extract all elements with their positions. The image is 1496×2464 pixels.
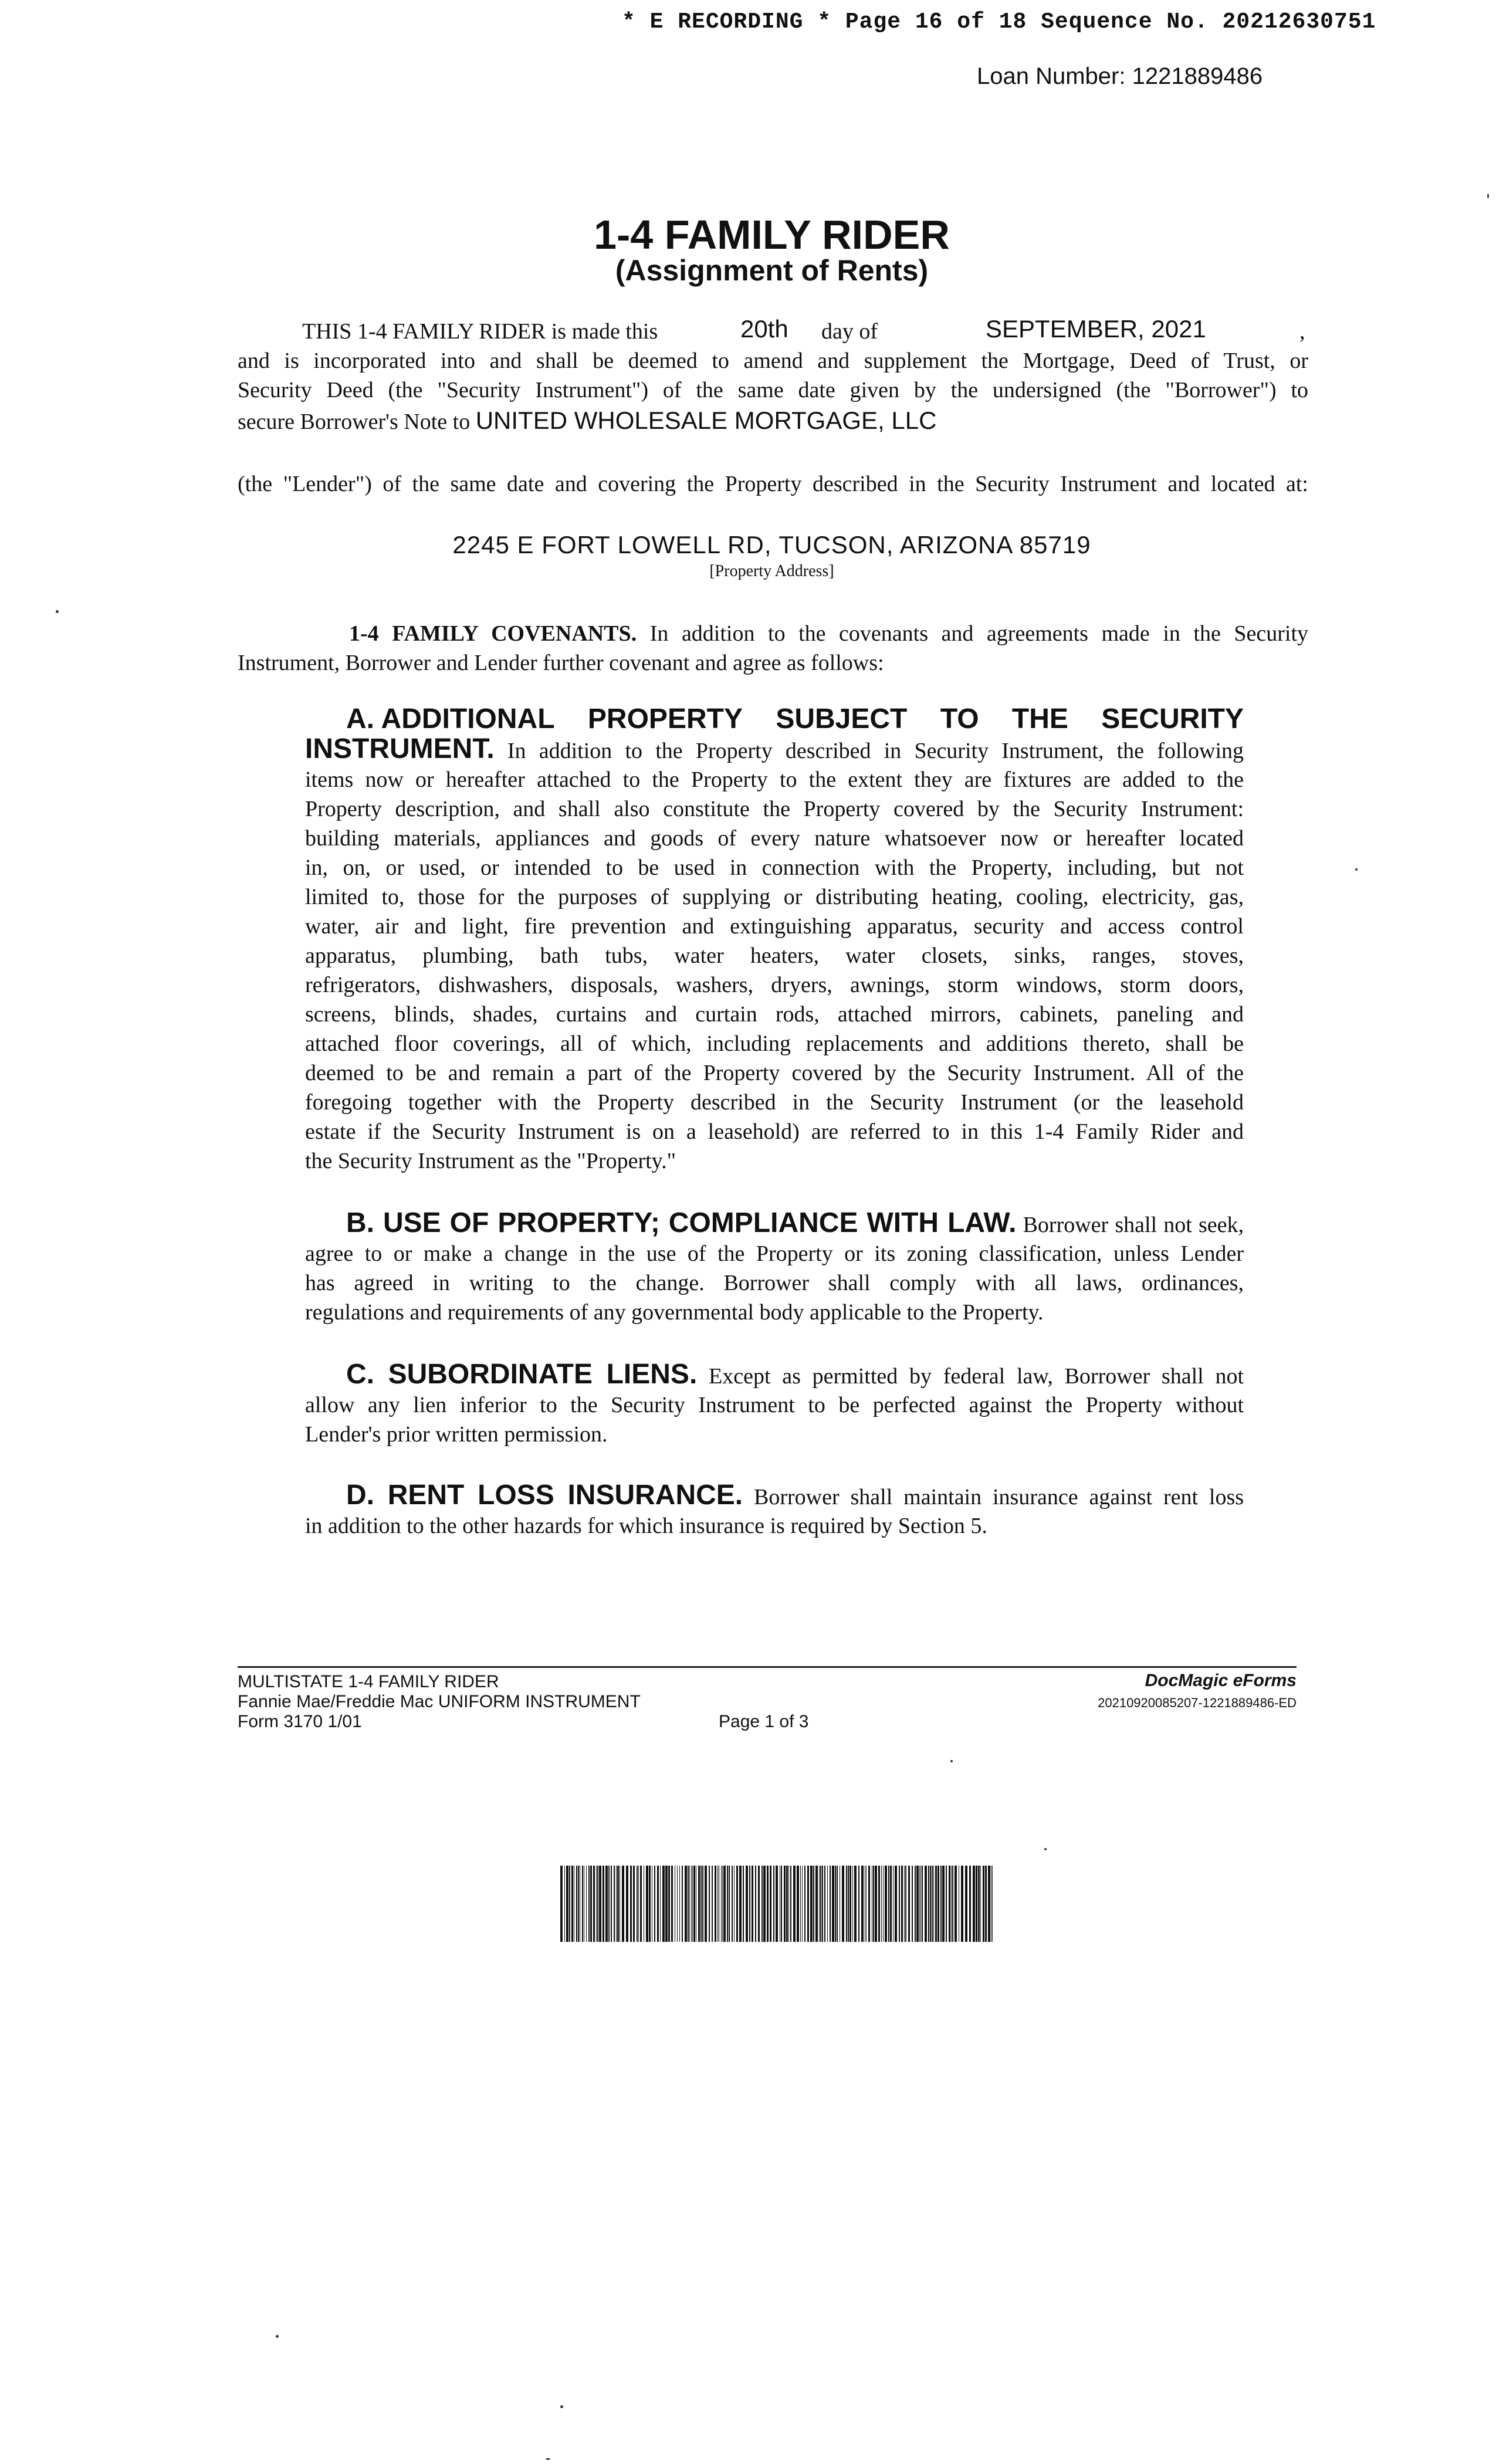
section-d-line-1 bbox=[346, 1481, 1244, 1512]
barcode-bar bbox=[576, 1866, 577, 1942]
barcode-bar bbox=[590, 1866, 592, 1942]
barcode-bar bbox=[599, 1866, 601, 1942]
barcode-bar bbox=[637, 1866, 638, 1942]
lender-name: UNITED WHOLESALE MORTGAGE, LLC bbox=[475, 407, 937, 434]
barcode-bar bbox=[786, 1866, 788, 1942]
section-c-heading: C. SUBORDINATE LIENS. bbox=[346, 1359, 698, 1390]
barcode-bar bbox=[852, 1866, 853, 1942]
barcode-bar bbox=[698, 1866, 700, 1942]
barcode-bar bbox=[743, 1866, 744, 1942]
barcode-bar bbox=[608, 1866, 610, 1942]
barcode-bar bbox=[617, 1866, 619, 1942]
barcode-bar bbox=[665, 1866, 668, 1942]
barcode-bar bbox=[566, 1866, 568, 1942]
barcode-bar bbox=[736, 1866, 738, 1942]
barcode-bar bbox=[842, 1866, 844, 1942]
barcode-bar bbox=[807, 1866, 809, 1942]
section-a-line: foregoing together with the Property described in the Security Instrument (or the leasehold bbox=[305, 1090, 1244, 1115]
covenants-line-1 bbox=[349, 619, 1308, 648]
barcode-bar bbox=[654, 1866, 655, 1942]
barcode-bar bbox=[633, 1866, 635, 1942]
barcode-bar bbox=[885, 1866, 887, 1942]
section-d-last-line: in addition to the other hazards for which insurance is required by Section 5. bbox=[305, 1514, 987, 1538]
barcode-bar bbox=[933, 1866, 934, 1942]
section-a-line: limited to, those for the purposes of supplying or distributing heating, cooling, electricity, gas, bbox=[305, 885, 1244, 909]
barcode-bar bbox=[582, 1866, 583, 1942]
barcode-bar bbox=[569, 1866, 570, 1942]
barcode-bar bbox=[732, 1866, 733, 1942]
barcode-bar bbox=[965, 1866, 967, 1942]
barcode-bar bbox=[752, 1866, 753, 1942]
intro-line-1 bbox=[302, 317, 658, 346]
barcode-bar bbox=[802, 1866, 803, 1942]
barcode-bar bbox=[922, 1866, 923, 1942]
barcode-bar bbox=[578, 1866, 579, 1942]
barcode-bar bbox=[723, 1866, 726, 1942]
barcode-bar bbox=[905, 1866, 906, 1942]
loan-number-value: 1221889486 bbox=[1132, 63, 1263, 89]
barcode-bar bbox=[973, 1866, 975, 1942]
barcode-bar bbox=[835, 1866, 836, 1942]
barcode-bar bbox=[937, 1866, 939, 1942]
barcode-bar bbox=[761, 1866, 763, 1942]
recording-header: * E RECORDING * Page 16 of 18 Sequence No. 20212630751 bbox=[622, 9, 1376, 35]
section-a-line: items now or hereafter attached to the Property to the extent they are fixtures are added to the bbox=[305, 767, 1244, 792]
barcode-bar bbox=[660, 1866, 661, 1942]
section-a-heading-word: SUBJECT bbox=[776, 703, 908, 735]
barcode-bar bbox=[758, 1866, 760, 1942]
barcode-bar bbox=[946, 1866, 947, 1942]
barcode-bar bbox=[875, 1866, 877, 1942]
scan-speck bbox=[276, 2335, 279, 2338]
barcode-bar bbox=[942, 1866, 945, 1942]
section-a-line: in, on, or used, or intended to be used in connection with the Property, including, but not bbox=[305, 855, 1244, 880]
barcode-bar bbox=[638, 1866, 639, 1942]
barcode-bar bbox=[881, 1866, 882, 1942]
barcode-bar bbox=[920, 1866, 921, 1942]
barcode-bar bbox=[788, 1866, 789, 1942]
barcode-bar bbox=[899, 1866, 900, 1942]
barcode-bar bbox=[668, 1866, 670, 1942]
section-a-heading-word: TO bbox=[940, 703, 979, 735]
intro-day-of: day of bbox=[821, 319, 878, 344]
scan-speck bbox=[1355, 868, 1358, 871]
barcode-bar bbox=[868, 1866, 870, 1942]
barcode-bar bbox=[955, 1866, 957, 1942]
barcode-bar bbox=[901, 1866, 903, 1942]
section-a-line: screens, blinds, shades, curtains and curtain rods, attached mirrors, cabinets, paneling and bbox=[305, 1002, 1244, 1027]
document-title: 1-4 FAMILY RIDER bbox=[594, 212, 950, 258]
barcode-bar bbox=[890, 1866, 892, 1942]
barcode-bar bbox=[951, 1866, 952, 1942]
barcode-bar bbox=[630, 1866, 632, 1942]
scan-speck bbox=[1044, 1848, 1047, 1850]
section-a-heading-end: INSTRUMENT. bbox=[305, 733, 495, 764]
section-a-heading-word: A. ADDITIONAL bbox=[346, 703, 555, 735]
barcode-bar bbox=[784, 1866, 786, 1942]
barcode-bar bbox=[820, 1866, 821, 1942]
barcode-bar bbox=[848, 1866, 849, 1942]
barcode-bar bbox=[596, 1866, 597, 1942]
barcode-bar bbox=[883, 1866, 884, 1942]
section-b-last-line: regulations and requirements of any governmental body applicable to the Property. bbox=[305, 1300, 1044, 1325]
barcode-bar bbox=[593, 1866, 595, 1942]
document-id: 20210920085207-1221889486-ED bbox=[1098, 1695, 1297, 1710]
intro-paragraph-2: (the "Lender") of the same date and covering the Property described in the Security Instrument and located at: bbox=[238, 472, 1308, 496]
barcode-bar bbox=[980, 1866, 981, 1942]
barcode-bar bbox=[849, 1866, 851, 1942]
section-a-heading bbox=[346, 703, 1244, 735]
barcode-bar bbox=[614, 1866, 615, 1942]
barcode-bar bbox=[988, 1866, 990, 1942]
barcode-bar bbox=[721, 1866, 722, 1942]
section-c-last-line: Lender's prior written permission. bbox=[305, 1422, 608, 1447]
covenants-line-1-text: In addition to the covenants and agreements made in the Security bbox=[649, 621, 1309, 646]
barcode-bar bbox=[837, 1866, 838, 1942]
intro-line-4 bbox=[238, 406, 936, 436]
section-a-heading-word: SECURITY bbox=[1101, 703, 1244, 735]
section-d-line-1-text: Borrower shall maintain insurance against rent loss bbox=[754, 1485, 1244, 1509]
barcode-bar bbox=[682, 1866, 683, 1942]
barcode-bar bbox=[878, 1866, 880, 1942]
barcode-bar bbox=[976, 1866, 977, 1942]
barcode-bar bbox=[605, 1866, 608, 1942]
barcode-bar bbox=[985, 1866, 987, 1942]
footer-page-number: Page 1 of 3 bbox=[719, 1712, 809, 1731]
section-a-line: refrigerators, dishwashers, disposals, washers, dryers, awnings, storm windows, storm doors, bbox=[305, 973, 1244, 997]
barcode-bar bbox=[770, 1866, 771, 1942]
section-d-heading: D. RENT LOSS INSURANCE. bbox=[346, 1480, 743, 1511]
barcode-bar bbox=[961, 1866, 963, 1942]
barcode-bar bbox=[804, 1866, 805, 1942]
barcode-bar bbox=[895, 1866, 897, 1942]
barcode-bar bbox=[571, 1866, 573, 1942]
intro-line-2: and is incorporated into and shall be deemed to amend and supplement the Mortgage, Deed of Trust, or bbox=[238, 348, 1308, 373]
barcode-bar bbox=[813, 1866, 814, 1942]
barcode-bar bbox=[824, 1866, 825, 1942]
section-a-line: water, air and light, fire prevention and extinguishing apparatus, security and access control bbox=[305, 914, 1244, 939]
section-a-last-line: the Security Instrument as the "Property." bbox=[305, 1149, 676, 1173]
barcode-bar bbox=[928, 1866, 929, 1942]
barcode-bar bbox=[693, 1866, 695, 1942]
barcode-bar bbox=[854, 1866, 857, 1942]
intro-line-3: Security Deed (the "Security Instrument") of the same date given by the undersigned (the "Borrower") to bbox=[238, 378, 1308, 402]
barcode-bar bbox=[773, 1866, 774, 1942]
barcode-bar bbox=[908, 1866, 910, 1942]
barcode-bar bbox=[729, 1866, 730, 1942]
barcode-bar bbox=[734, 1866, 735, 1942]
barcode-bar bbox=[919, 1866, 920, 1942]
covenants-line-2: Instrument, Borrower and Lender further covenant and agree as follows: bbox=[238, 651, 884, 675]
barcode-bar bbox=[846, 1866, 847, 1942]
barcode-bar bbox=[715, 1866, 716, 1942]
footer-rule bbox=[238, 1666, 1297, 1668]
section-b-line-1-text: Borrower shall not seek, bbox=[1023, 1213, 1244, 1237]
intro-note-to: secure Borrower's Note to bbox=[238, 409, 471, 434]
document-subtitle: (Assignment of Rents) bbox=[615, 254, 929, 287]
barcode-bar bbox=[776, 1866, 778, 1942]
barcode-bar bbox=[671, 1866, 673, 1942]
barcode-bar bbox=[692, 1866, 693, 1942]
barcode-image bbox=[560, 1866, 994, 1942]
scan-speck bbox=[546, 2458, 550, 2460]
barcode-bar bbox=[983, 1866, 984, 1942]
barcode-bar bbox=[767, 1866, 769, 1942]
section-a-line: estate if the Security Instrument is on a leasehold) are referred to in this 1-4 Family Rider and bbox=[305, 1119, 1244, 1144]
barcode-bar bbox=[616, 1866, 617, 1942]
barcode-bar bbox=[727, 1866, 728, 1942]
section-a-line: apparatus, plumbing, bath tubs, water heaters, water closets, sinks, ranges, stoves, bbox=[305, 943, 1244, 968]
intro-comma: , bbox=[1299, 319, 1305, 344]
property-address: 2245 E FORT LOWELL RD, TUCSON, ARIZONA 85719 bbox=[452, 531, 1091, 559]
intro-text-start: THIS 1-4 FAMILY RIDER is made this bbox=[302, 319, 658, 344]
scan-speck bbox=[1487, 194, 1489, 198]
barcode-bar bbox=[915, 1866, 916, 1942]
barcode-bar bbox=[932, 1866, 933, 1942]
barcode-bar bbox=[810, 1866, 813, 1942]
intro-month-year: SEPTEMBER, 2021 bbox=[986, 315, 1206, 343]
barcode-bar bbox=[793, 1866, 796, 1942]
footer-form-name: MULTISTATE 1-4 FAMILY RIDER bbox=[238, 1672, 499, 1691]
intro-day: 20th bbox=[740, 315, 788, 343]
barcode-bar bbox=[861, 1866, 864, 1942]
barcode-bar bbox=[858, 1866, 859, 1942]
barcode-bar bbox=[597, 1866, 598, 1942]
section-a-line-2 bbox=[305, 735, 1244, 766]
barcode-bar bbox=[717, 1866, 718, 1942]
barcode-bar bbox=[949, 1866, 950, 1942]
barcode-bar bbox=[712, 1866, 713, 1942]
property-address-caption: [Property Address] bbox=[709, 562, 834, 580]
scan-speck bbox=[560, 2405, 563, 2408]
barcode-bar bbox=[819, 1866, 820, 1942]
barcode-bar bbox=[925, 1866, 927, 1942]
barcode-bar bbox=[626, 1866, 628, 1942]
section-c-line-1-text: Except as permitted by federal law, Borrower shall not bbox=[709, 1364, 1244, 1389]
barcode-bar bbox=[800, 1866, 801, 1942]
barcode-bar bbox=[688, 1866, 689, 1942]
barcode-bar bbox=[689, 1866, 690, 1942]
barcode-bar bbox=[790, 1866, 791, 1942]
section-a-line: Property description, and shall also constitute the Property covered by the Security Instrument: bbox=[305, 797, 1244, 821]
section-b-heading: B. USE OF PROPERTY; COMPLIANCE WITH LAW. bbox=[346, 1207, 1017, 1238]
section-a-line: building materials, appliances and goods of every nature whatsoever now or hereafter located bbox=[305, 826, 1244, 851]
section-a-heading-word: THE bbox=[1011, 703, 1068, 735]
barcode-bar bbox=[978, 1866, 980, 1942]
barcode-bar bbox=[830, 1866, 831, 1942]
barcode-bar bbox=[662, 1866, 665, 1942]
footer-form-number: Form 3170 1/01 bbox=[238, 1712, 362, 1731]
scan-speck bbox=[56, 610, 59, 613]
barcode-bar bbox=[969, 1866, 971, 1942]
barcode-bar bbox=[611, 1866, 612, 1942]
barcode-bar bbox=[827, 1866, 828, 1942]
barcode-bar bbox=[746, 1866, 748, 1942]
barcode-bar bbox=[930, 1866, 931, 1942]
barcode-bar bbox=[992, 1866, 993, 1942]
barcode-bar bbox=[588, 1866, 590, 1942]
barcode-bar bbox=[749, 1866, 750, 1942]
loan-number-label: Loan Number: bbox=[977, 63, 1126, 89]
covenants-heading: 1-4 FAMILY COVENANTS. bbox=[349, 621, 637, 646]
barcode-bar bbox=[677, 1866, 678, 1942]
barcode-bar bbox=[866, 1866, 867, 1942]
barcode-bar bbox=[603, 1866, 604, 1942]
barcode-bar bbox=[763, 1866, 766, 1942]
barcode-bar bbox=[705, 1866, 707, 1942]
barcode-bar bbox=[952, 1866, 953, 1942]
barcode-bar bbox=[691, 1866, 692, 1942]
barcode-bar bbox=[622, 1866, 624, 1942]
barcode-bar bbox=[797, 1866, 799, 1942]
barcode-bar bbox=[832, 1866, 834, 1942]
barcode-bar bbox=[815, 1866, 818, 1942]
section-a-line: attached floor coverings, all of which, including replacements and additions thereto, shall be bbox=[305, 1031, 1244, 1056]
section-b-line: has agreed in writing to the change. Borrower shall comply with all laws, ordinances, bbox=[305, 1271, 1244, 1295]
barcode-bar bbox=[722, 1866, 723, 1942]
barcode-bar bbox=[912, 1866, 913, 1942]
section-b-line: agree to or make a change in the use of the Property or its zoning classification, unless Lender bbox=[305, 1241, 1244, 1266]
section-c-line: allow any lien inferior to the Security Instrument to be perfected against the Property without bbox=[305, 1393, 1244, 1417]
section-c-body bbox=[305, 1390, 1244, 1449]
barcode-bar bbox=[640, 1866, 642, 1942]
loan-number-line bbox=[977, 63, 1263, 90]
barcode-bar bbox=[560, 1866, 563, 1942]
section-a-line-2-text: In addition to the Property described in Security Instrument, the following bbox=[507, 739, 1244, 763]
barcode-bar bbox=[709, 1866, 710, 1942]
barcode-bar bbox=[822, 1866, 823, 1942]
section-b-line-1 bbox=[346, 1209, 1244, 1240]
section-b-body bbox=[305, 1239, 1244, 1327]
section-c-line-1 bbox=[346, 1360, 1244, 1391]
barcode-bar bbox=[564, 1866, 565, 1942]
barcode-bar bbox=[646, 1866, 648, 1942]
barcode-bar bbox=[649, 1866, 651, 1942]
barcode-bar bbox=[702, 1866, 703, 1942]
docmagic-logo: DocMagic eForms bbox=[1145, 1671, 1297, 1690]
barcode-bar bbox=[739, 1866, 742, 1942]
scan-speck bbox=[950, 1760, 953, 1762]
barcode-bar bbox=[586, 1866, 587, 1942]
footer-instrument: Fannie Mae/Freddie Mac UNIFORM INSTRUMENT bbox=[238, 1692, 641, 1711]
barcode-bar bbox=[940, 1866, 942, 1942]
barcode-bar bbox=[873, 1866, 874, 1942]
barcode-bar bbox=[781, 1866, 782, 1942]
barcode-bar bbox=[888, 1866, 889, 1942]
section-a-heading-word: PROPERTY bbox=[587, 703, 743, 735]
barcode-bar bbox=[679, 1866, 680, 1942]
section-a-line: deemed to be and remain a part of the Property covered by the Security Instrument. All of the bbox=[305, 1061, 1244, 1085]
section-a-body bbox=[305, 765, 1244, 1176]
barcode-bar bbox=[755, 1866, 756, 1942]
barcode-bar bbox=[657, 1866, 659, 1942]
barcode-bar bbox=[904, 1866, 905, 1942]
barcode-bar bbox=[700, 1866, 702, 1942]
barcode-bar bbox=[935, 1866, 937, 1942]
barcode-bar bbox=[685, 1866, 687, 1942]
barcode-bar bbox=[916, 1866, 919, 1942]
